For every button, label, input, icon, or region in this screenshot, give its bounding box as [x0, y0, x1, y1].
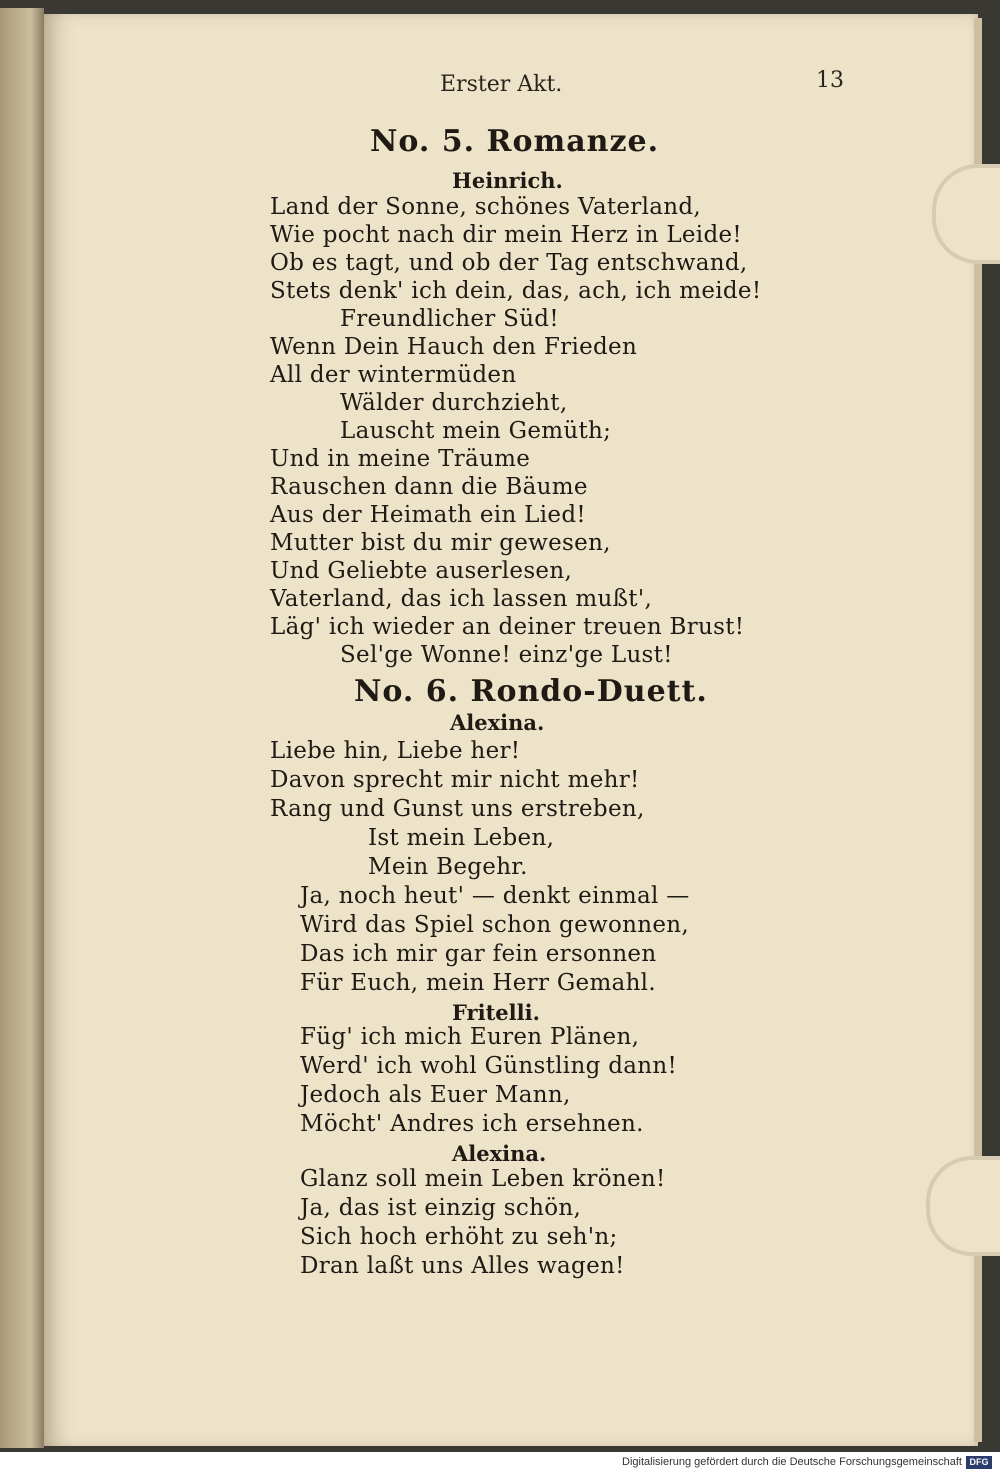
- digitization-footer: [0, 1452, 1000, 1474]
- verse-line: Rauschen dann die Bäume: [270, 474, 588, 500]
- verse-line: All der wintermüden: [270, 362, 517, 388]
- verse-line: Lauscht mein Gemüth;: [340, 418, 612, 444]
- speaker-name: Alexina.: [452, 1141, 547, 1166]
- funding-credit: Digitalisierung gefördert durch die Deutsche Forschungsgemeinschaft: [622, 1456, 962, 1468]
- verse-line: Vaterland, das ich lassen mußt',: [270, 586, 653, 612]
- verse-line: Ja, noch heut' — denkt einmal —: [300, 883, 690, 909]
- page-number: 13: [816, 68, 844, 93]
- verse-line: Land der Sonne, schönes Vaterland,: [270, 194, 701, 220]
- verse-line: Ist mein Leben,: [368, 825, 555, 851]
- section-heading-rondo-duett: No. 6. Rondo-Duett.: [354, 674, 708, 709]
- facing-page-edge: [0, 8, 44, 1448]
- verse-line: Füg' ich mich Euren Plänen,: [300, 1024, 640, 1050]
- verse-line: Für Euch, mein Herr Gemahl.: [300, 970, 656, 996]
- dfg-logo-icon: DFG: [966, 1456, 992, 1469]
- verse-line: Das ich mir gar fein ersonnen: [300, 941, 657, 967]
- verse-line: Und in meine Träume: [270, 446, 531, 472]
- verse-line: Ob es tagt, und ob der Tag entschwand,: [270, 250, 748, 276]
- verse-line: Wenn Dein Hauch den Frieden: [270, 334, 638, 360]
- verse-line: Glanz soll mein Leben krönen!: [300, 1166, 666, 1192]
- verse-line: Möcht' Andres ich ersehnen.: [300, 1111, 644, 1137]
- verse-line: Wird das Spiel schon gewonnen,: [300, 912, 689, 938]
- speaker-name: Heinrich.: [452, 168, 563, 193]
- verse-line: Wälder durchzieht,: [340, 390, 568, 416]
- verse-line: Dran laßt uns Alles wagen!: [300, 1253, 625, 1279]
- speaker-name: Fritelli.: [452, 1000, 540, 1025]
- running-head: Erster Akt.: [440, 72, 563, 97]
- speaker-name: Alexina.: [450, 710, 545, 735]
- verse-line: Ja, das ist einzig schön,: [300, 1195, 582, 1221]
- verse-line: Wie pocht nach dir mein Herz in Leide!: [270, 222, 742, 248]
- verse-line: Aus der Heimath ein Lied!: [270, 502, 586, 528]
- page-clip-bottom: [926, 1156, 1000, 1256]
- verse-line: Liebe hin, Liebe her!: [270, 738, 521, 764]
- verse-line: Jedoch als Euer Mann,: [300, 1082, 571, 1108]
- verse-line: Mutter bist du mir gewesen,: [270, 530, 611, 556]
- verse-line: Stets denk' ich dein, das, ach, ich meide!: [270, 278, 762, 304]
- verse-line: Läg' ich wieder an deiner treuen Brust!: [270, 614, 745, 640]
- verse-line: Und Geliebte auserlesen,: [270, 558, 573, 584]
- verse-line: Rang und Gunst uns erstreben,: [270, 796, 645, 822]
- verse-line: Mein Begehr.: [368, 854, 528, 880]
- verse-line: Sich hoch erhöht zu seh'n;: [300, 1224, 618, 1250]
- verse-line: Davon sprecht mir nicht mehr!: [270, 767, 640, 793]
- verse-line: Sel'ge Wonne! einz'ge Lust!: [340, 642, 673, 668]
- verse-line: Freundlicher Süd!: [340, 306, 559, 332]
- verse-line: Werd' ich wohl Günstling dann!: [300, 1053, 678, 1079]
- section-heading-romanze: No. 5. Romanze.: [370, 124, 660, 159]
